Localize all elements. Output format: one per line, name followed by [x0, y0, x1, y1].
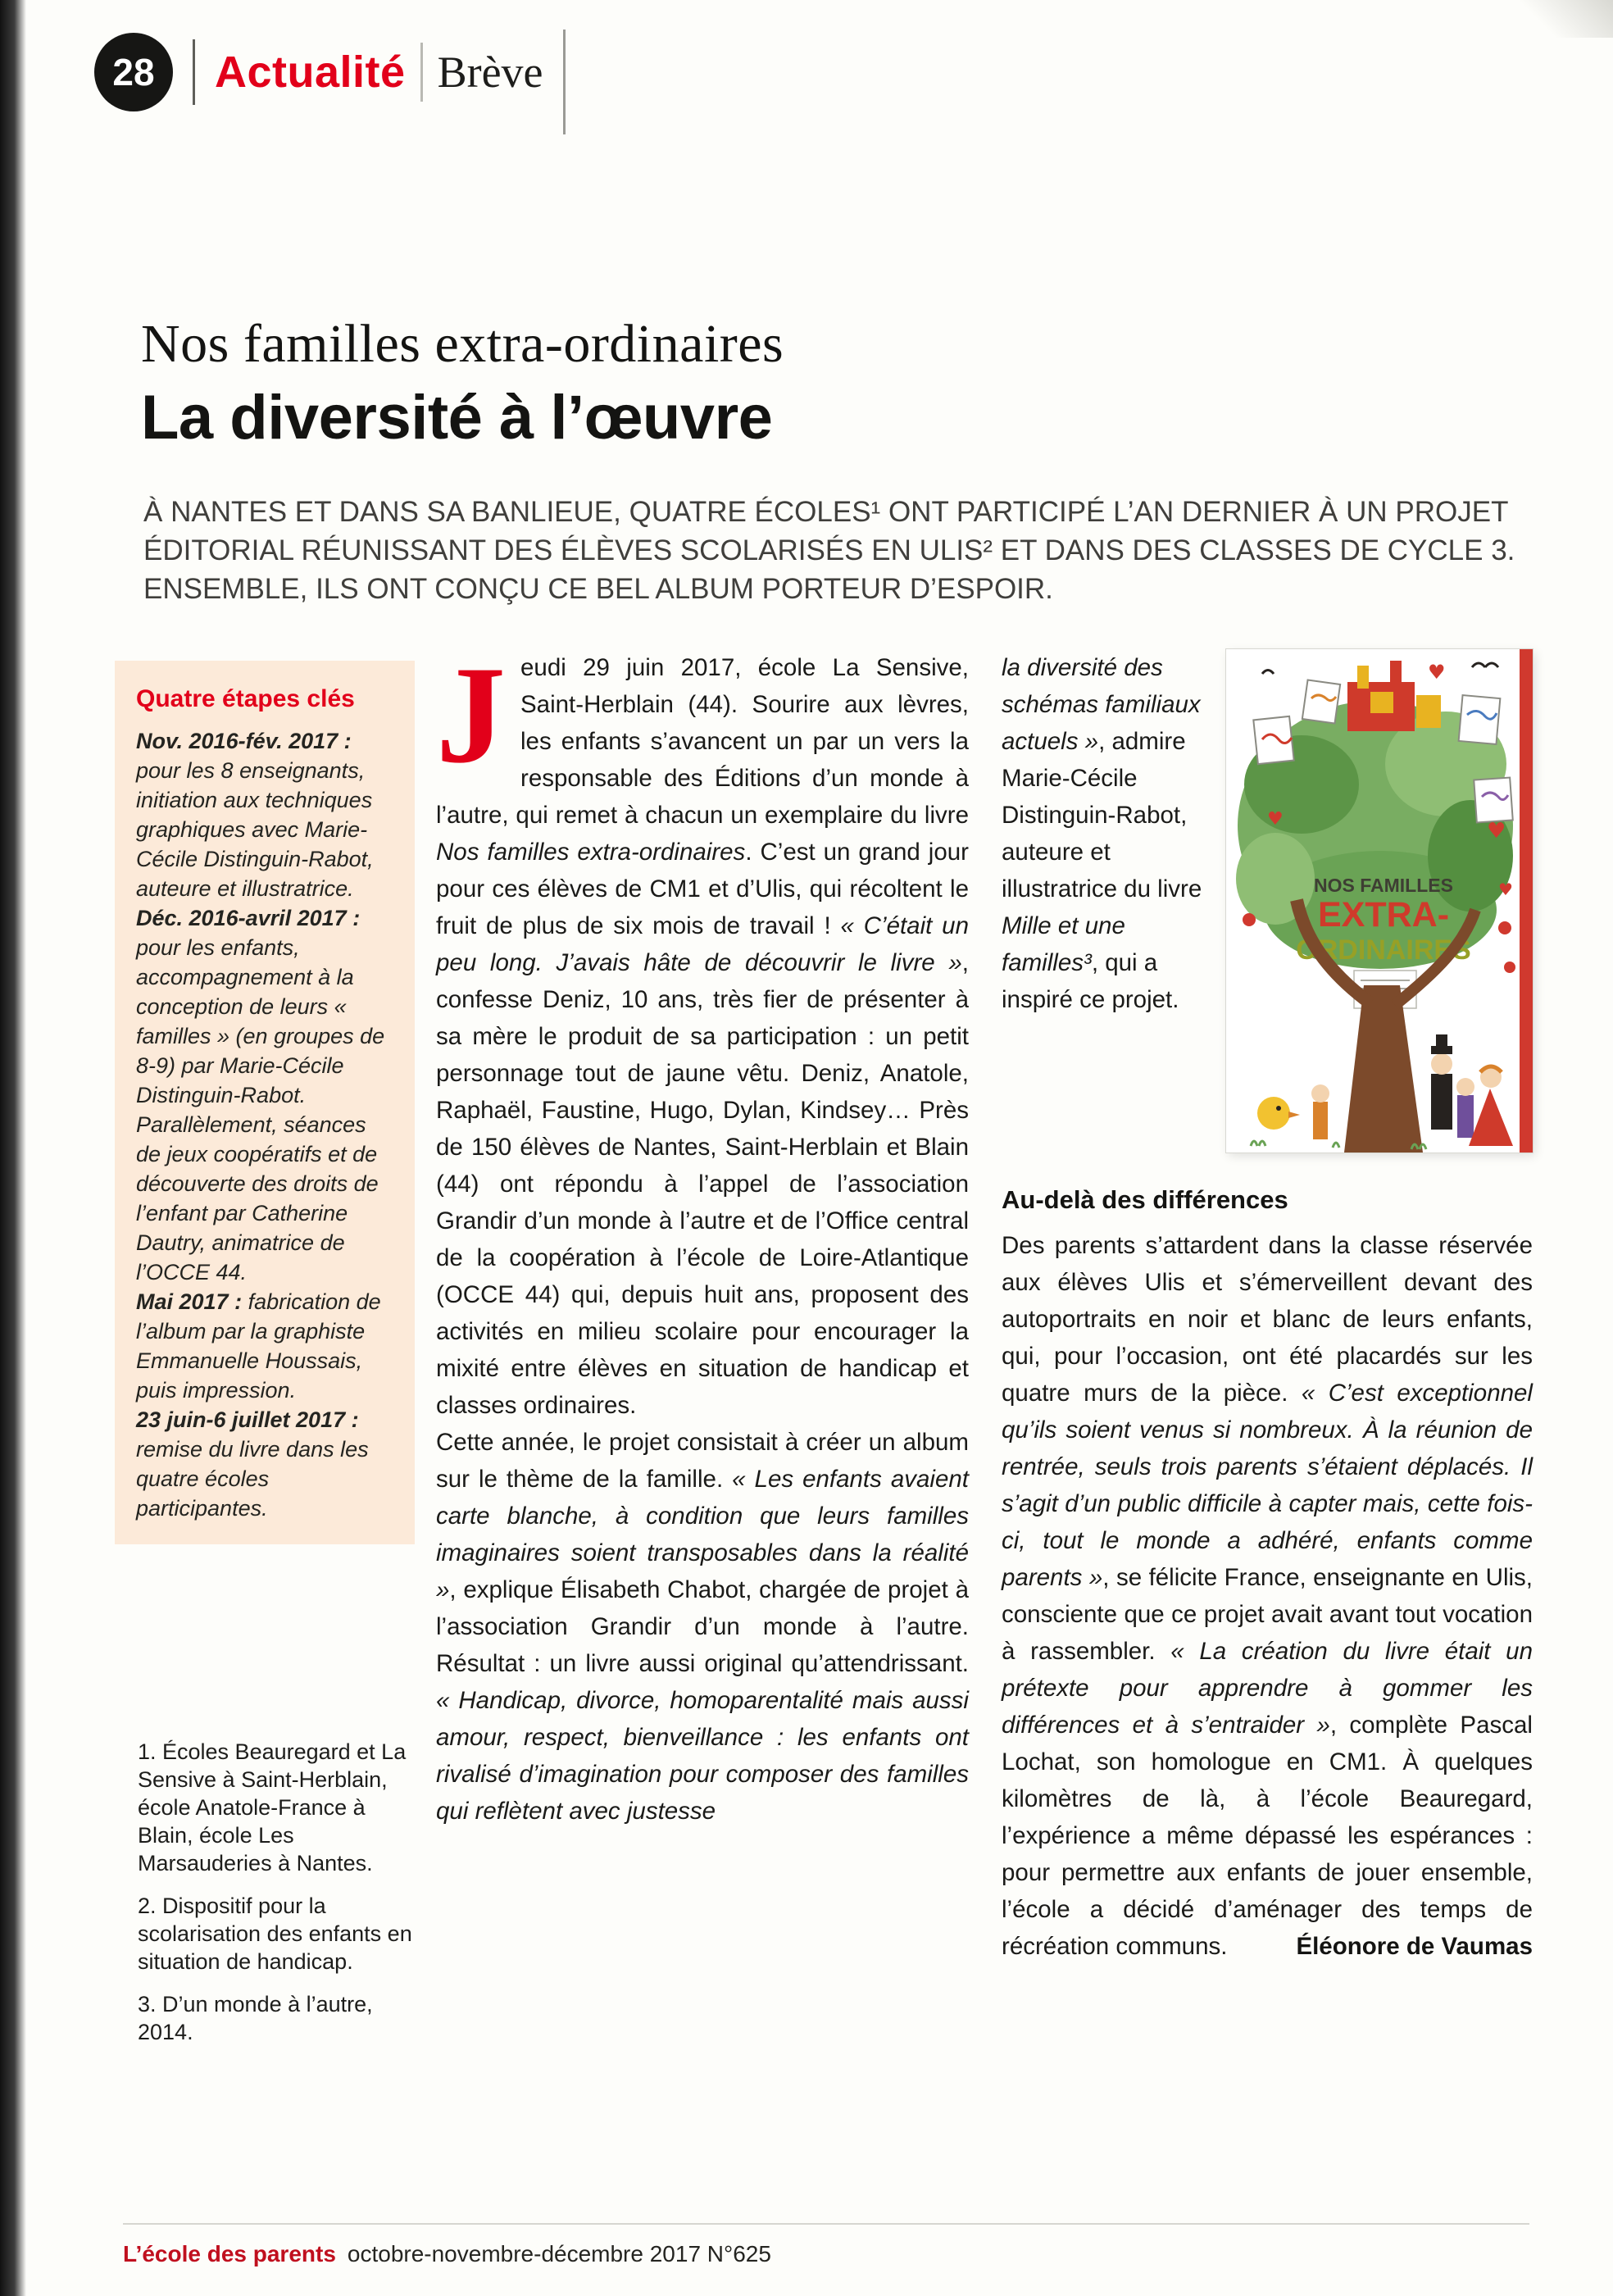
page-number-badge	[94, 33, 173, 111]
sidebar-text: fabrication de l’album par la graphiste Emmanuelle Houssais, puis impression.	[136, 1289, 381, 1403]
cover-red-strip	[1520, 649, 1533, 1153]
footnote-3: 3. D’un monde à l’autre, 2014.	[138, 1992, 373, 2044]
svg-text:♥: ♥	[1498, 880, 1513, 899]
page-footer	[123, 2223, 1529, 2267]
divider	[420, 43, 423, 102]
paragraph: la diversité des schémas familiaux actuels », admire Marie-Cécile Distinguin-Rabot, auteure et illustratrice du livre Mille et une familles³, qui a inspiré ce projet.	[1002, 654, 1202, 1013]
article-body-column-2	[1002, 1227, 1533, 1965]
subsection-label: Brève	[437, 48, 543, 97]
subheading: Au-delà des différences	[1002, 1185, 1288, 1214]
sidebar-text: pour les 8 enseignants, initiation aux techniques graphiques avec Marie-Cécile Distinguin-Rabot, auteure et illustratrice.	[136, 758, 374, 901]
svg-text:♥: ♥	[1428, 661, 1446, 684]
sidebar-paragraph	[136, 726, 393, 903]
divider	[563, 30, 566, 134]
book-cover	[1226, 649, 1533, 1153]
issue-info: octobre-novembre-décembre 2017 N°625	[347, 2241, 771, 2266]
sidebar-key-steps	[115, 661, 415, 1544]
sidebar-date: 23 juin-6 juillet 2017 :	[136, 1407, 359, 1432]
svg-text:♥: ♥	[1267, 809, 1284, 830]
paragraph: Des parents s’attardent dans la classe réservée aux élèves Ulis et s’émerveillent devant des autoportraits en noir et blanc de leurs enfants, qui, pour l’occasion, ont été placardés sur les quatre murs de la pièce. « C’est exceptionnel qu’ils soient venus si nombreux. À la réunion de rentrée, seuls trois parents s’étaient déplacés. Il s’agit d’un public difficile à capter mais, cette fois-ci, tout le monde a adhéré, enfants comme parents », se félicite France, enseignante en Ulis, consciente que ce projet avait avant tout vocation à rassembler. « La création du livre était un prétexte pour apprendre à gommer les différences et à s’entraider », complète Pascal Lochat, son homologue en CM1. À quelques kilomètres de là, à l’école Beauregard, l’expérience a même dépassé les espérances : pour permettre aux enfants de jouer ensemble, l’école a décidé d’aménager des temps de récréation communs.	[1002, 1232, 1533, 1960]
cover-title-mid: EXTRA-	[1317, 895, 1450, 934]
author-byline: Éléonore de Vaumas	[1296, 1933, 1533, 1960]
sidebar-date: Mai 2017 :	[136, 1289, 243, 1314]
sidebar-date: Nov. 2016-fév. 2017 :	[136, 729, 352, 753]
scan-corner	[1515, 0, 1613, 38]
section-label: Actualité	[215, 48, 406, 97]
paragraph	[436, 638, 969, 1424]
page-header	[94, 33, 585, 111]
article-body-column-1	[436, 638, 969, 1830]
sidebar-paragraph	[136, 903, 393, 1287]
footnote-1: 1. Écoles Beauregard et La Sensive à Saint-Herblain, école Anatole-France à Blain, école Les Marsauderies à Nantes.	[138, 1739, 407, 1875]
sidebar-paragraph	[136, 1287, 393, 1405]
paragraph: Cette année, le projet consistait à créer un album sur le thème de la famille. « Les enfants avaient carte blanche, à condition que leurs familles imaginaires soient transposables dans la réalité », explique Élisabeth Chabot, chargée de projet à l’association Grandir d’un monde à l’autre. Résultat : un livre aussi original qu’attendrissant. « Handicap, divorce, homoparentalité mais aussi amour, respect, bienveillance : les enfants ont rivalisé d’imagination pour composer des familles qui reflètent avec justesse	[436, 1429, 969, 1825]
paragraph-text: eudi 29 juin 2017, école La Sensive, Saint-Herblain (44). Sourire aux lèvres, les enfants s’avancent un par un vers la responsable des Éditions d’un monde à l’autre, qui remet à chacun un exemplaire du livre Nos familles extra-ordinaires. C’est un grand jour pour ces élèves de CM1 et d’Ulis, qui récoltent le fruit de plus de six mois de travail ! « C’était un peu long. J’avais hâte de découvrir le livre », confesse Deniz, 10 ans, très fier de présenter à sa mère le produit de sa participation : un petit personnage tout de jaune vêtu. Deniz, Anatole, Raphaël, Faustine, Hugo, Dylan, Kindsey… Près de 150 élèves de Nantes, Saint-Herblain et Blain (44) ont répondu à l’appel de l’association Grandir d’un monde à l’autre et de l’Office central de la coopération à l’école de Loire-Atlantique (OCCE 44) qui, depuis huit ans, proposent des activités en milieu scolaire pour encourager la mixité entre élèves en situation de handicap et classes ordinaires.	[436, 654, 969, 1419]
scan-edge	[0, 0, 26, 2296]
page-number: 28	[112, 51, 155, 93]
sidebar-text: pour les enfants, accompagnement à la conception de leurs « familles » (en groupes de 8-9) par Marie-Cécile Distinguin-Rabot. Parallèlement, séances de jeux coopératifs et de découverte des droits de l’enfant par Catherine Dautry, animatrice de l’OCCE 44.	[136, 935, 385, 1284]
svg-text:♥: ♥	[1487, 819, 1506, 843]
divider	[193, 39, 195, 105]
sidebar-text: remise du livre dans les quatre écoles participantes.	[136, 1437, 369, 1521]
article-right-top	[1002, 649, 1533, 1153]
dropcap: J	[436, 638, 506, 792]
sidebar-date: Déc. 2016-avril 2017 :	[136, 906, 361, 930]
article-standfirst: À NANTES ET DANS SA BANLIEUE, QUATRE ÉCOLES¹ ONT PARTICIPÉ L’AN DERNIER À UN PROJET ÉDITORIAL RÉUNISSANT DES ÉLÈVES SCOLARISÉS EN ULIS² ET DANS DES CLASSES DE CYCLE 3. ENSEMBLE, ILS ONT CONÇU CE BEL ALBUM PORTEUR D’ESPOIR.	[143, 496, 1515, 605]
cover-title-top: NOS FAMILLES	[1314, 875, 1453, 896]
sidebar-paragraph	[136, 1405, 393, 1523]
article-kicker: Nos familles extra-ordinaires	[141, 314, 784, 374]
cover-title-bottom: ORDINAIRES	[1296, 934, 1471, 966]
article-title: La diversité à l’œuvre	[141, 383, 773, 452]
sidebar-title: Quatre étapes clés	[136, 685, 355, 712]
footnotes	[138, 1738, 412, 2061]
footnote-2: 2. Dispositif pour la scolarisation des enfants en situation de handicap.	[138, 1894, 412, 1974]
book-cover-illustration	[1226, 649, 1533, 1153]
magazine-name: L’école des parents	[123, 2241, 336, 2266]
